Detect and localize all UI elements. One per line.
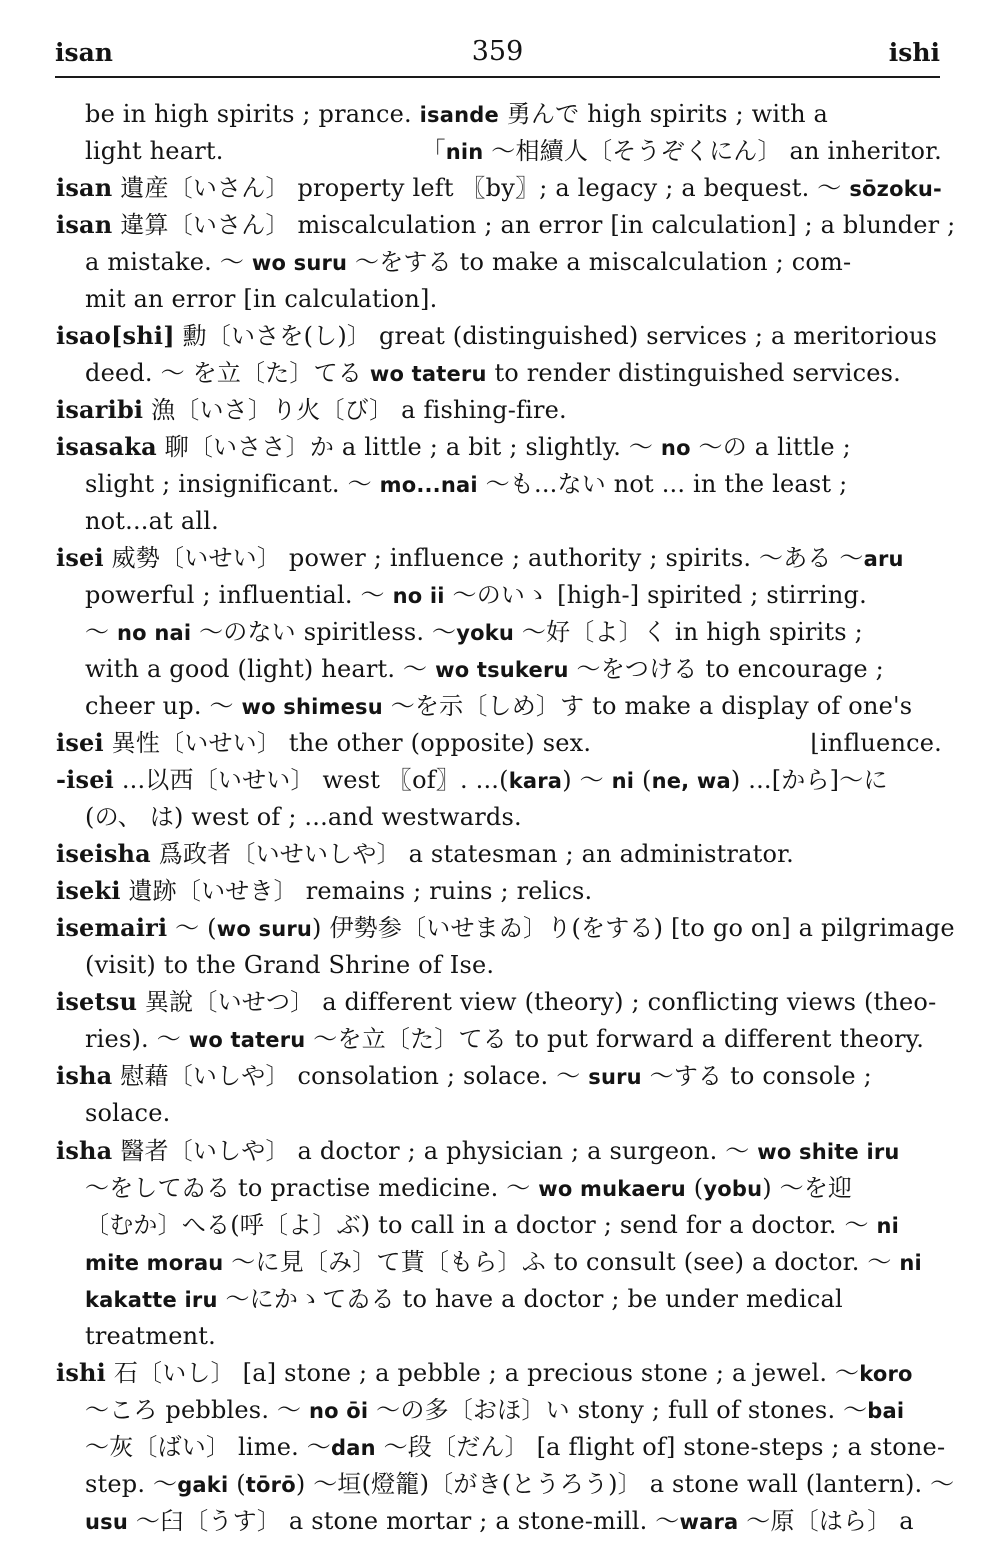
line-text: isha 醫者〔いしや〕 a doctor ; a physician ; a surgeon. ～ wo shite iru <box>56 1136 900 1165</box>
dictionary-line <box>85 1281 985 1317</box>
line-text: ishi 石〔いし〕 [a] stone ; a pebble ; a precious stone ; a jewel. ～koro <box>56 1358 913 1387</box>
line-text: isao[shi] 勳〔いさを(し)〕 great (distinguished) services ; a meritorious <box>56 321 938 350</box>
dictionary-line <box>56 429 985 465</box>
dictionary-line <box>56 725 985 761</box>
line-text: not...at all. <box>85 507 219 535</box>
dictionary-line <box>85 1244 985 1280</box>
dictionary-line <box>85 799 985 835</box>
dictionary-line <box>85 1466 985 1502</box>
dictionary-line <box>85 651 985 687</box>
dictionary-line <box>85 1095 985 1131</box>
line-text: isan 違算〔いさん〕 miscalculation ; an error [in calculation] ; a blunder ; <box>56 210 956 239</box>
header-guide-word-right: ishi <box>888 38 940 67</box>
dictionary-line <box>56 910 985 946</box>
dictionary-line <box>85 133 985 169</box>
dictionary-line <box>56 873 985 909</box>
line-text-right: ⌊influence. <box>810 729 942 757</box>
line-text: usu ～臼〔うす〕 a stone mortar ; a stone-mill. ～wara ～原〔はら〕 a <box>85 1507 914 1535</box>
dictionary-line <box>85 1392 985 1428</box>
line-text: light heart. <box>85 137 224 165</box>
page-number: 359 <box>471 36 524 67</box>
dictionary-line <box>85 1429 985 1465</box>
dictionary-line <box>56 540 985 576</box>
line-text: 〔むか〕へる(呼〔よ〕ぶ) to call in a doctor ; send for a doctor. ～ ni <box>85 1211 900 1239</box>
dictionary-line <box>85 244 985 280</box>
line-text: isaribi 漁〔いさ〕り火〔び〕 a fishing-fire. <box>56 395 567 424</box>
dictionary-line <box>85 1170 985 1206</box>
line-text-right: 「nin ～相續人〔そうぞくにん〕 an inheritor. <box>421 137 942 165</box>
dictionary-line <box>56 984 985 1020</box>
dictionary-line <box>56 1133 985 1169</box>
line-text: isan 遺産〔いさん〕 property left 〖by〗; a legacy ; a bequest. ～ sōzoku- <box>56 173 942 202</box>
line-text: isha 慰藉〔いしや〕 consolation ; solace. ～ suru ～する to console ; <box>56 1061 872 1090</box>
header-guide-word-left: isan <box>55 38 113 67</box>
dictionary-line <box>85 1207 985 1243</box>
dictionary-line <box>56 207 985 243</box>
line-text: iseisha 爲政者〔いせいしや〕 a statesman ; an administrator. <box>56 839 794 868</box>
line-text: a mistake. ～ wo suru ～をする to make a miscalculation ; com- <box>85 248 852 276</box>
page-header <box>55 34 940 78</box>
dictionary-line <box>85 355 985 391</box>
line-text: isetsu 異說〔いせつ〕 a different view (theory) ; conflicting views (theo- <box>56 987 937 1016</box>
line-text: isei 威勢〔いせい〕 power ; influence ; authority ; spirits. ～ある ～aru <box>56 543 904 572</box>
dictionary-line <box>85 1503 985 1539</box>
line-text: kakatte iru ～にかゝてゐる to have a doctor ; be under medical <box>85 1285 843 1313</box>
dictionary-line <box>56 170 985 206</box>
line-text: solace. <box>85 1099 171 1127</box>
dictionary-line <box>56 1058 985 1094</box>
line-text: cheer up. ～ wo shimesu ～を示〔しめ〕す to make a display of one's <box>85 692 913 720</box>
dictionary-line <box>85 96 985 132</box>
dictionary-line <box>85 614 985 650</box>
line-text: isemairi ～ (wo suru) 伊勢参〔いせまゐ〕り(をする) [to go on] a pilgrimage <box>56 913 955 942</box>
line-text: step. ～gaki (tōrō) ～垣(燈籠)〔がき(とうろう)〕 a stone wall (lantern). ～ <box>85 1470 955 1498</box>
dictionary-line <box>85 1021 985 1057</box>
dictionary-line <box>85 466 985 502</box>
line-text: ～をしてゐる to practise medicine. ～ wo mukaeru (yobu) ～を迎 <box>85 1174 853 1202</box>
line-text: deed. ～ を立〔た〕てる wo tateru to render distinguished services. <box>85 359 901 387</box>
line-text: slight ; insignificant. ～ mo...nai ～も...ない not ... in the least ; <box>85 470 848 498</box>
line-text: ries). ～ wo tateru ～を立〔た〕てる to put forward a different theory. <box>85 1025 925 1053</box>
line-text: (の、 は) west of ; ...and westwards. <box>85 803 522 831</box>
line-text: with a good (light) heart. ～ wo tsukeru ～をつける to encourage ; <box>85 655 884 683</box>
line-text: mit an error [in calculation]. <box>85 285 438 313</box>
line-text: be in high spirits ; prance. isande 勇んで high spirits ; with a <box>85 100 829 128</box>
dictionary-line <box>56 762 985 798</box>
dictionary-line <box>85 688 985 724</box>
dictionary-line <box>85 281 985 317</box>
line-text: treatment. <box>85 1322 216 1350</box>
line-text: ～灰〔ばい〕 lime. ～dan ～段〔だん〕 [a flight of] stone-steps ; a stone- <box>85 1433 946 1461</box>
dictionary-line <box>56 836 985 872</box>
dictionary-line <box>85 1318 985 1354</box>
line-text: -isei ...以西〔いせい〕 west 〖of〗. ...(kara) ～ ni (ne, wa) ...[から]～に <box>56 765 888 794</box>
line-text: (visit) to the Grand Shrine of Ise. <box>85 951 495 979</box>
line-text: iseki 遺跡〔いせき〕 remains ; ruins ; relics. <box>56 876 593 905</box>
line-text: powerful ; influential. ～ no ii ～のいゝ [high-] spirited ; stirring. <box>85 581 867 609</box>
line-text: isei 異性〔いせい〕 the other (opposite) sex. <box>56 728 592 757</box>
line-text: isasaka 聊〔いささ〕か a little ; a bit ; slightly. ～ no ～の a little ; <box>56 432 851 461</box>
line-text: ～ no nai ～のない spiritless. ～yoku ～好〔よ〕く in high spirits ; <box>85 618 863 646</box>
line-text: mite morau ～に見〔み〕て貰〔もら〕ふ to consult (see) a doctor. ～ ni <box>85 1248 922 1276</box>
dictionary-line <box>56 1355 985 1391</box>
dictionary-line <box>85 947 985 983</box>
dictionary-line <box>85 577 985 613</box>
dictionary-line <box>85 503 985 539</box>
dictionary-line <box>56 392 985 428</box>
dictionary-line <box>56 318 985 354</box>
line-text: ～ころ pebbles. ～ no ōi ～の多〔おほ〕い stony ; full of stones. ～bai <box>85 1396 905 1424</box>
